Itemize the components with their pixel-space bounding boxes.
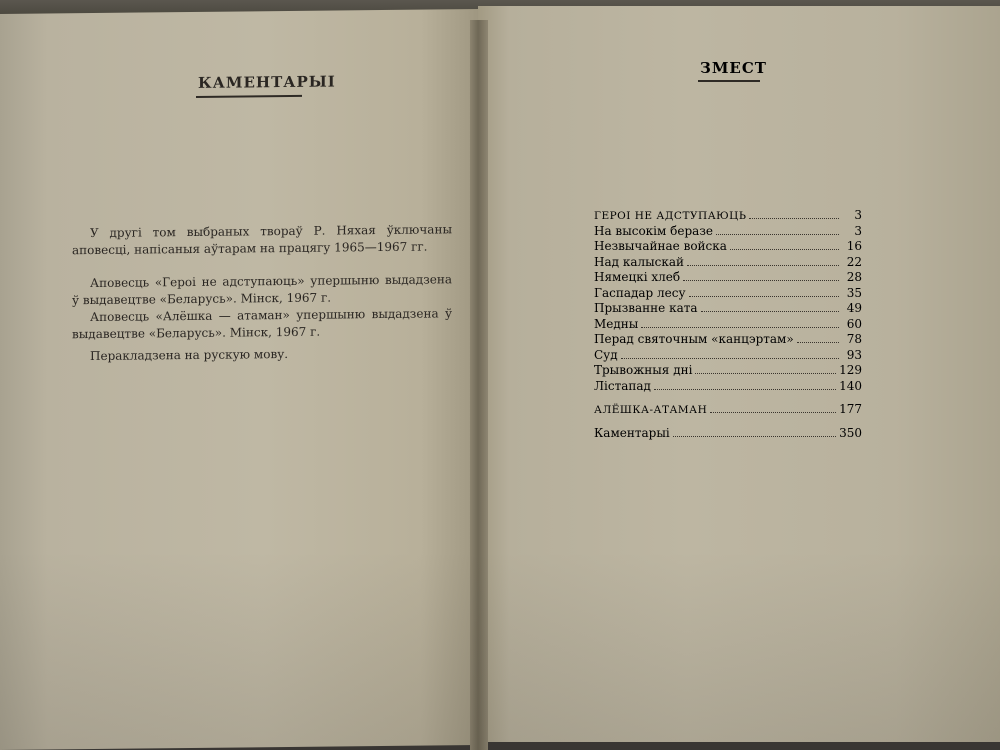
toc-entry: Лістапад 140: [594, 378, 862, 393]
toc-entry: ГЕРОІ НЕ АДСТУПАЮЦЬ 3: [594, 208, 862, 222]
commentary-paragraph: У другі том выбраных твораў Р. Няхая ўключаны аповесці, напісаныя аўтарам на працягу 1965—1967 гг.: [72, 222, 452, 258]
toc-entry: Над калыскай 22: [594, 254, 862, 269]
toc-title: ЗМЕСТ: [700, 59, 767, 77]
toc-entry: Каментарыі 350: [594, 425, 862, 440]
toc-entry: Прызванне ката 49: [594, 301, 862, 315]
commentary-paragraph: Аповесць «Героі не адступаюць» упершыню выдадзена ў выдавецтве «Беларусь». Мінск, 1967 г.: [72, 272, 452, 308]
toc-entry: АЛЁШКА-АТАМАН 177: [594, 402, 862, 416]
toc-entry: Трывожныя дні 129: [594, 363, 862, 377]
table-of-contents: [594, 208, 862, 441]
commentary-paragraph: Перакладзена на рускую мову.: [90, 346, 289, 364]
title-underline: [196, 95, 302, 98]
page-title: КАМЕНТАРЫІ: [198, 72, 336, 92]
toc-entry: Нямецкі хлеб 28: [594, 270, 862, 284]
left-page: [0, 9, 478, 750]
book-gutter: [470, 20, 488, 750]
toc-title-underline: [698, 80, 760, 82]
toc-entry: На высокім беразе 3: [594, 223, 862, 238]
commentary-paragraph: Аповесць «Алёшка — атаман» упершыню выдадзена ў выдавецтве «Беларусь». Мінск, 1967 г.: [72, 306, 452, 342]
toc-entry: Перад святочным «канцэртам» 78: [594, 332, 862, 346]
toc-entry: Суд 93: [594, 347, 862, 362]
toc-entry: Гаспадар лесу 35: [594, 285, 862, 300]
toc-entry: Медны 60: [594, 316, 862, 331]
toc-entry: Незвычайнае войска 16: [594, 239, 862, 253]
